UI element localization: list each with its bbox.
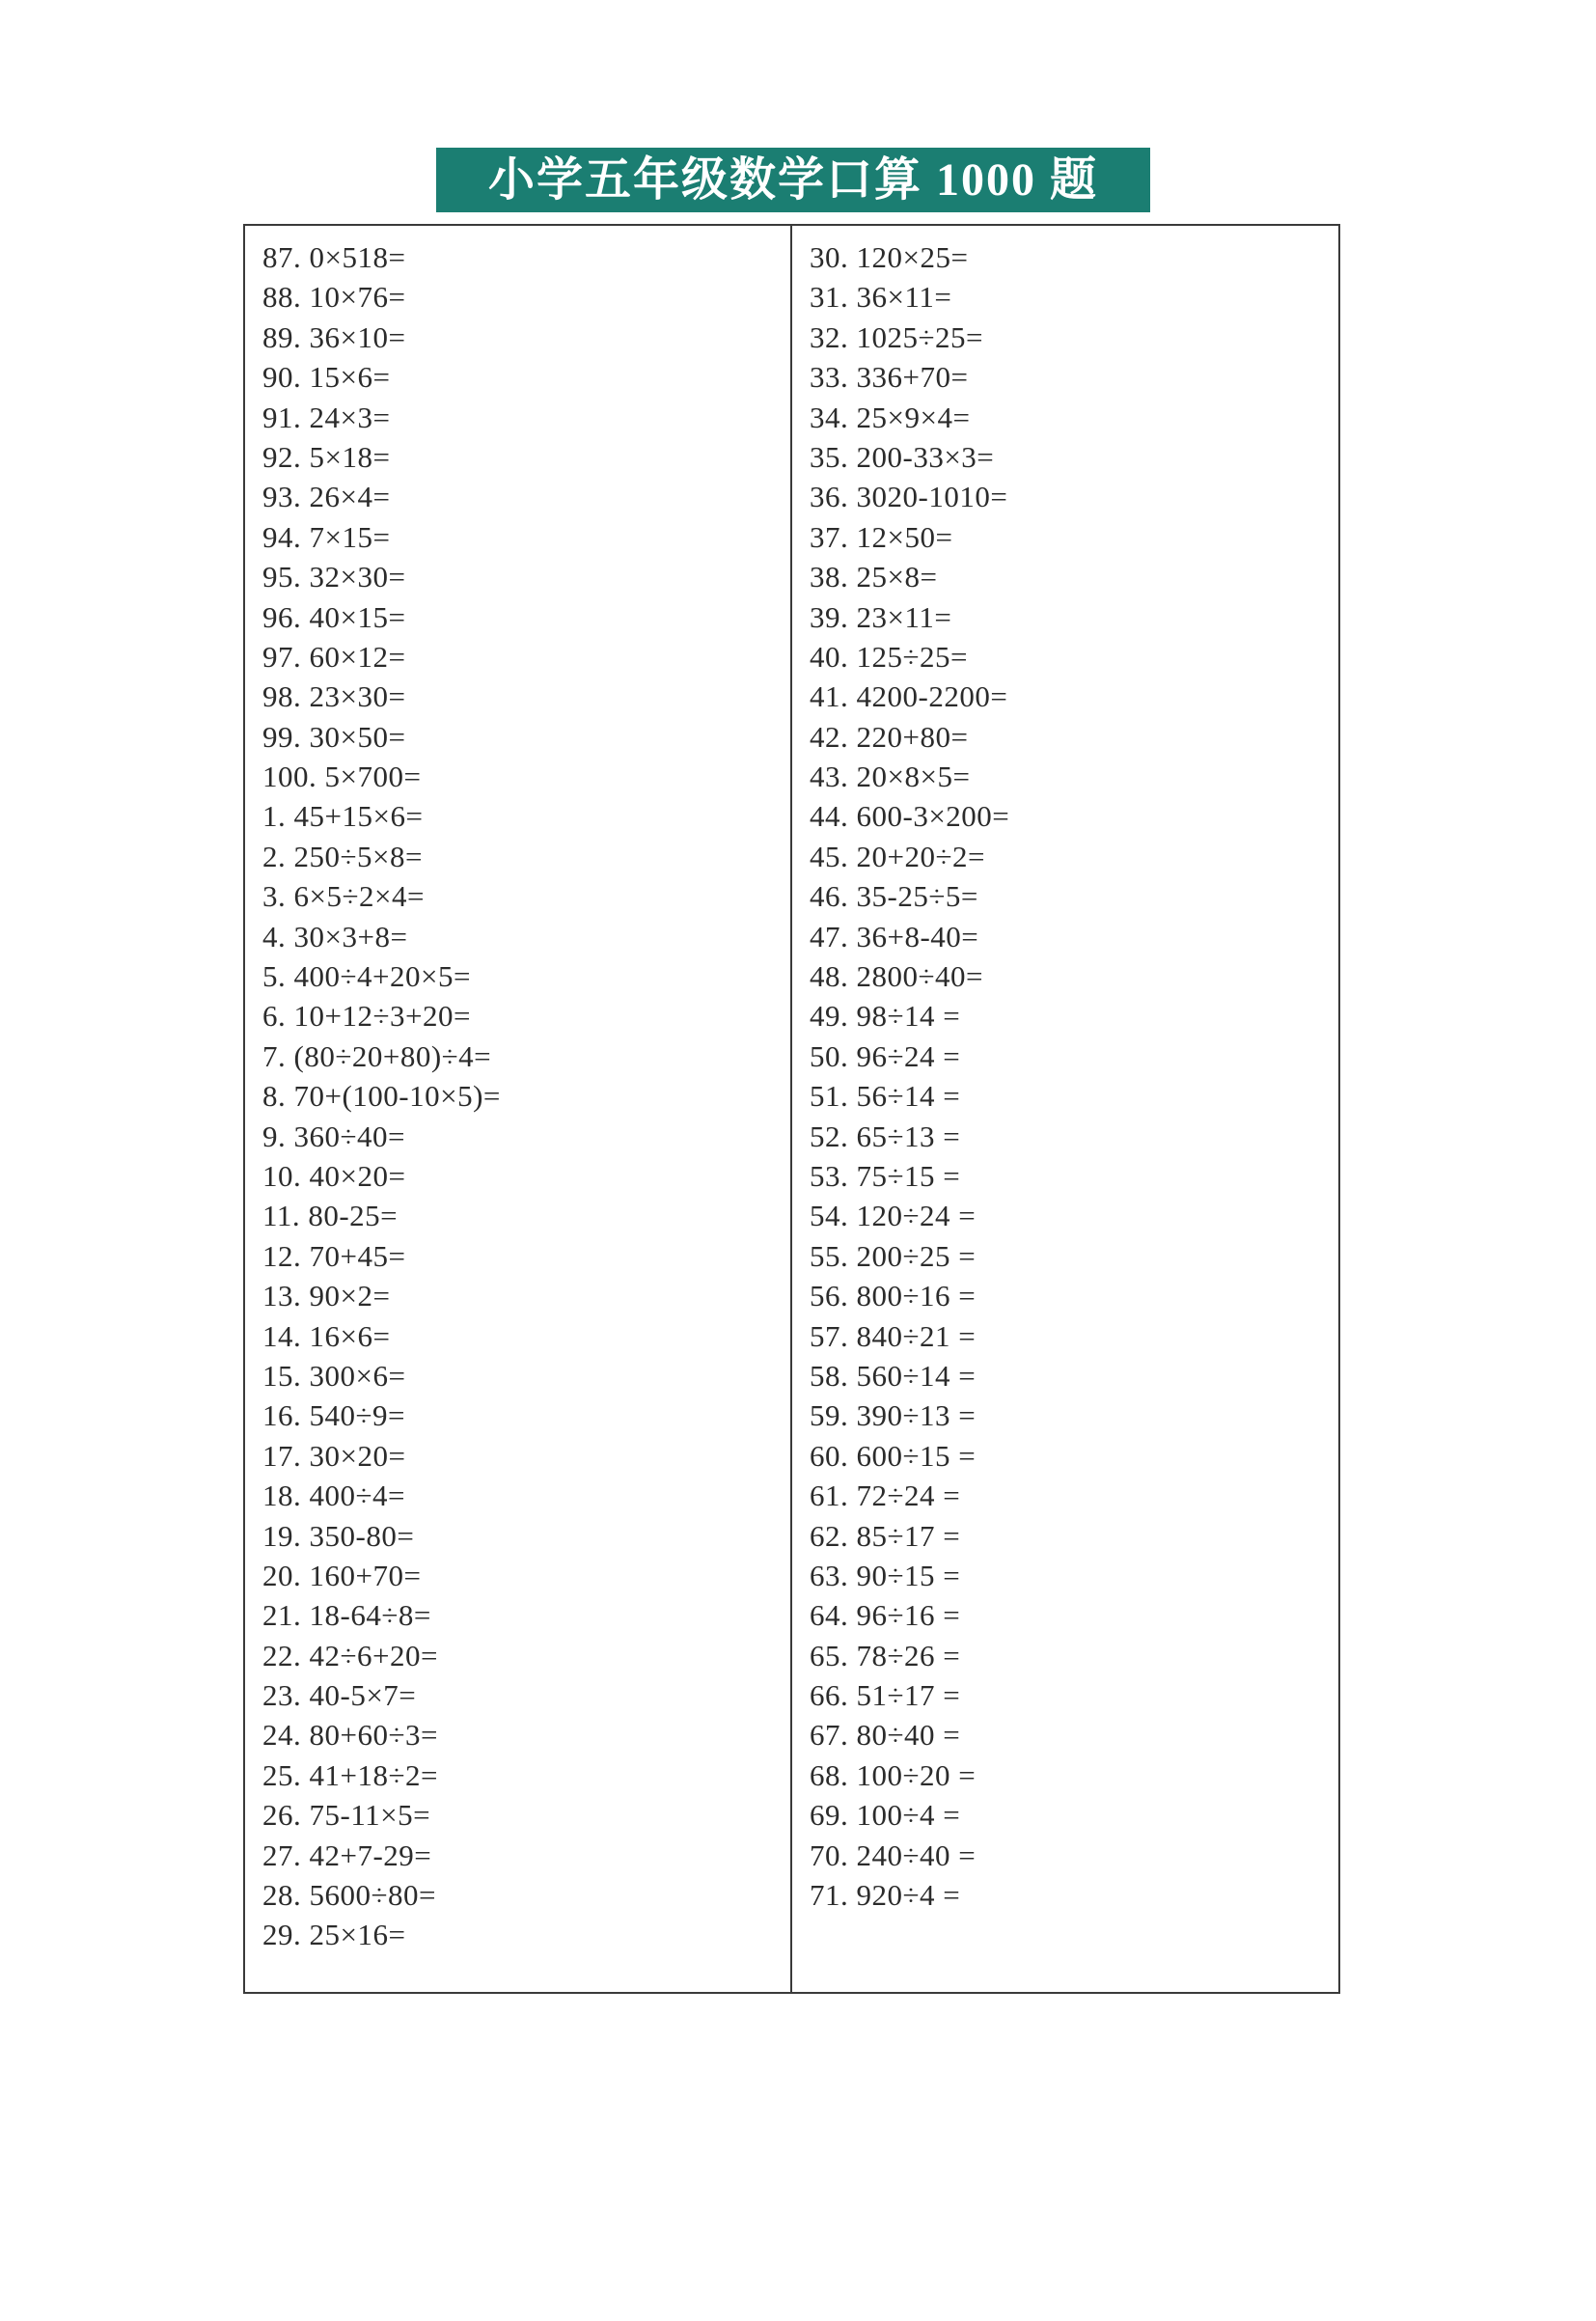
problem-item: 70. 240÷40 = [810,1837,977,1872]
problem-item: 56. 800÷16 = [810,1279,977,1313]
problem-item: 30. 120×25= [810,240,969,274]
problem-item: 55. 200÷25 = [810,1238,977,1273]
problem-item: 71. 920÷4 = [810,1878,961,1913]
problem-item: 99. 30×50= [262,719,406,754]
problem-item: 21. 18-64÷8= [262,1598,431,1633]
problem-item: 97. 60×12= [262,639,406,674]
problem-item: 46. 35-25÷5= [810,879,978,914]
problem-item: 9. 360÷40= [262,1119,405,1153]
problem-item: 54. 120÷24 = [810,1199,977,1233]
problems-box [243,224,1340,1994]
problem-item: 60. 600÷15 = [810,1438,977,1473]
problem-item: 8. 70+(100-10×5)= [262,1079,501,1114]
problem-item: 17. 30×20= [262,1438,406,1473]
problem-item: 44. 600-3×200= [810,799,1010,834]
problem-item: 22. 42÷6+20= [262,1638,438,1672]
problem-item: 98. 23×30= [262,679,406,714]
problem-item: 92. 5×18= [262,439,391,474]
problem-item: 27. 42+7-29= [262,1837,432,1872]
problem-item: 42. 220+80= [810,719,969,754]
problem-item: 89. 36×10= [262,319,406,354]
problem-item: 31. 36×11= [810,280,952,315]
problem-item: 38. 25×8= [810,560,938,594]
problem-item: 14. 16×6= [262,1318,391,1353]
problem-item: 66. 51÷17 = [810,1678,961,1713]
problem-item: 45. 20+20÷2= [810,839,985,873]
problem-item: 95. 32×30= [262,560,406,594]
problem-item: 68. 100÷20 = [810,1757,977,1792]
problem-item: 2. 250÷5×8= [262,839,423,873]
problem-item: 16. 540÷9= [262,1398,405,1433]
problem-item: 93. 26×4= [262,480,391,514]
problem-item: 90. 15×6= [262,360,391,395]
problem-item: 37. 12×50= [810,519,953,554]
problem-item: 87. 0×518= [262,240,406,274]
problem-item: 6. 10+12÷3+20= [262,999,471,1034]
problem-item: 29. 25×16= [262,1918,406,1952]
problem-item: 48. 2800÷40= [810,959,983,994]
problem-item: 18. 400÷4= [262,1478,405,1513]
problem-item: 47. 36+8-40= [810,919,979,953]
problem-item: 57. 840÷21 = [810,1318,977,1353]
problem-item: 12. 70+45= [262,1238,406,1273]
problem-item: 88. 10×76= [262,280,406,315]
problem-item: 64. 96÷16 = [810,1598,961,1633]
problem-item: 7. (80÷20+80)÷4= [262,1038,492,1073]
problem-item: 91. 24×3= [262,400,391,434]
problem-item: 51. 56÷14 = [810,1079,961,1114]
problem-item: 50. 96÷24 = [810,1038,961,1073]
problem-item: 15. 300×6= [262,1358,406,1393]
problem-item: 53. 75÷15 = [810,1158,961,1193]
problem-item: 36. 3020-1010= [810,480,1008,514]
problem-item: 34. 25×9×4= [810,400,971,434]
problem-item: 35. 200-33×3= [810,439,995,474]
problem-item: 69. 100÷4 = [810,1798,961,1833]
problem-item: 39. 23×11= [810,599,952,634]
problem-item: 5. 400÷4+20×5= [262,959,471,994]
problem-item: 23. 40-5×7= [262,1678,417,1713]
problem-item: 1. 45+15×6= [262,799,424,834]
problem-item: 59. 390÷13 = [810,1398,977,1433]
problem-item: 25. 41+18÷2= [262,1757,438,1792]
problem-item: 26. 75-11×5= [262,1798,431,1833]
problem-item: 49. 98÷14 = [810,999,961,1034]
problem-item: 19. 350-80= [262,1518,415,1553]
problems-column-right [790,226,1338,1992]
problem-item: 61. 72÷24 = [810,1478,961,1513]
problem-item: 32. 1025÷25= [810,319,983,354]
problem-item: 20. 160+70= [262,1558,422,1592]
problem-item: 3. 6×5÷2×4= [262,879,425,914]
problem-item: 94. 7×15= [262,519,391,554]
problem-item: 41. 4200-2200= [810,679,1008,714]
problem-item: 10. 40×20= [262,1158,406,1193]
problem-item: 67. 80÷40 = [810,1718,961,1753]
problem-item: 40. 125÷25= [810,639,968,674]
problem-item: 52. 65÷13 = [810,1119,961,1153]
problem-item: 100. 5×700= [262,760,422,794]
problem-item: 43. 20×8×5= [810,760,971,794]
problems-column-left [245,226,790,1992]
problem-item: 96. 40×15= [262,599,406,634]
problem-item: 13. 90×2= [262,1279,391,1313]
problem-item: 65. 78÷26 = [810,1638,961,1672]
problem-item: 33. 336+70= [810,360,969,395]
problem-item: 24. 80+60÷3= [262,1718,438,1753]
problem-item: 4. 30×3+8= [262,919,408,953]
problem-item: 28. 5600÷80= [262,1878,436,1913]
problem-item: 62. 85÷17 = [810,1518,961,1553]
problem-item: 63. 90÷15 = [810,1558,961,1592]
problem-item: 11. 80-25= [262,1199,399,1233]
problem-item: 58. 560÷14 = [810,1358,977,1393]
page-title: 小学五年级数学口算 1000 题 [436,148,1150,212]
